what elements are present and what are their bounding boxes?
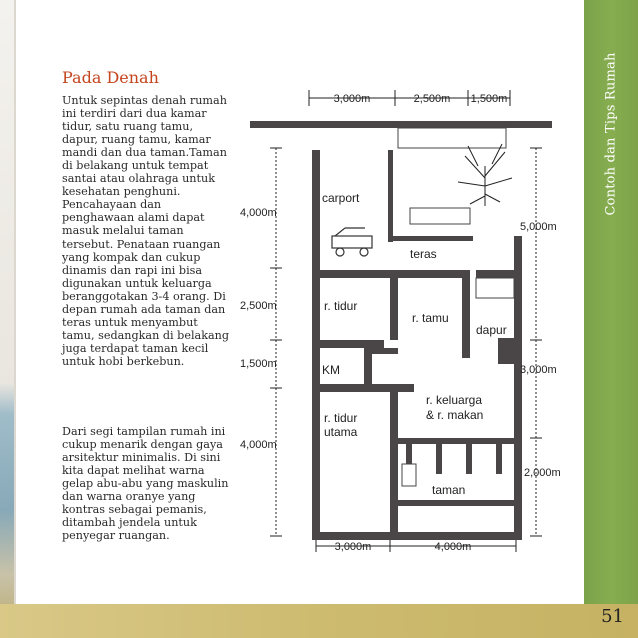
wall-band-2 (320, 340, 384, 348)
wall-left (312, 150, 320, 538)
body-paragraph-2: Dari segi tampilan rumah ini cukup menarik dengan gaya arsitektur minimalis. Di sini kita dapat melihat warna gelap abu-abu yang maskulin dan warna oranye yang kontras sebagai pemanis, ditambah jendela untuk penyegar ruangan. (62, 425, 229, 543)
wall-band-4 (398, 438, 514, 444)
wall-km-right (364, 348, 372, 390)
body-paragraph-1: Untuk sepintas denah rumah ini terdiri dari dua kamar tidur, satu ruang tamu, dapur, ruang tamu, kamar mandi dan dua taman.Taman di belakang untuk tempat santai atau olahraga untuk kesehatan penghuni. Pencahayaan dan penghawaan alami dapat masuk melalui taman tersebut. Penataan ruangan yang kompak dan cukup dinamis dan rapi ini bisa digunakan untuk keluarga beranggotakan 3-4 orang. Di depan rumah ada taman dan teras untuk menyambut tamu, sedangkan di belakang juga terdapat taman kecil untuk hobi berkebun. (62, 94, 230, 368)
page-gutter-line (14, 0, 16, 638)
dim-left-3: 1,500m (240, 358, 277, 370)
footer-band (0, 604, 638, 638)
dapur-block (498, 338, 514, 364)
tree-icon (458, 144, 512, 206)
dim-right-3: 2,000m (524, 467, 561, 479)
wall-band-1 (320, 270, 470, 278)
dim-right-2: 3,000m (520, 364, 557, 376)
room-tamu: r. tamu (412, 311, 449, 325)
teras-wall (393, 236, 473, 241)
floor-plan (240, 86, 584, 556)
dim-top-1: 3,000m (333, 93, 371, 105)
side-tab-title: Contoh dan Tips Rumah (603, 52, 619, 216)
room-dapur: dapur (476, 323, 507, 337)
dim-bottom-1: 3,000m (334, 541, 372, 553)
car-icon (332, 228, 372, 256)
dim-top-2: 2,500m (413, 93, 451, 105)
wall-taman (398, 500, 514, 506)
carport-divider (388, 150, 393, 242)
room-carport: carport (322, 191, 360, 205)
room-teras: teras (410, 247, 437, 261)
room-km: KM (322, 363, 340, 377)
dim-left-1: 4,000m (240, 207, 277, 219)
wall-band-2b (370, 348, 398, 354)
page-number: 51 (601, 606, 624, 627)
wall-bottom (312, 532, 522, 540)
room-keluarga-line2: & r. makan (426, 408, 484, 422)
taman-bench (402, 464, 416, 486)
taman-pergola (406, 444, 502, 474)
room-taman: taman (432, 483, 466, 497)
room-tidur: r. tidur (324, 299, 358, 313)
dim-top-3: 1,500m (470, 93, 508, 105)
left-page-edge (0, 0, 14, 638)
front-window (398, 128, 506, 148)
room-keluarga-line1: r. keluarga (426, 393, 483, 407)
dim-left-2: 2,500m (240, 300, 277, 312)
room-tidur-utama-line2: utama (324, 425, 358, 439)
wall-tidur-right (390, 278, 398, 340)
wall-band-3 (320, 384, 414, 392)
wall-right (514, 236, 522, 538)
dapur-counter (476, 278, 514, 298)
section-heading: Pada Denah (62, 68, 159, 87)
front-slab (250, 121, 552, 128)
wall-tamu-right (462, 278, 470, 358)
wall-band-1b (476, 270, 514, 278)
dim-right-1: 5,000m (520, 221, 557, 233)
room-tidur-utama-line1: r. tidur (324, 411, 358, 425)
teras-counter (410, 208, 470, 224)
dim-bottom-2: 4,000m (434, 541, 472, 553)
wall-utama-right (390, 392, 398, 532)
dim-left-4: 4,000m (240, 439, 277, 451)
